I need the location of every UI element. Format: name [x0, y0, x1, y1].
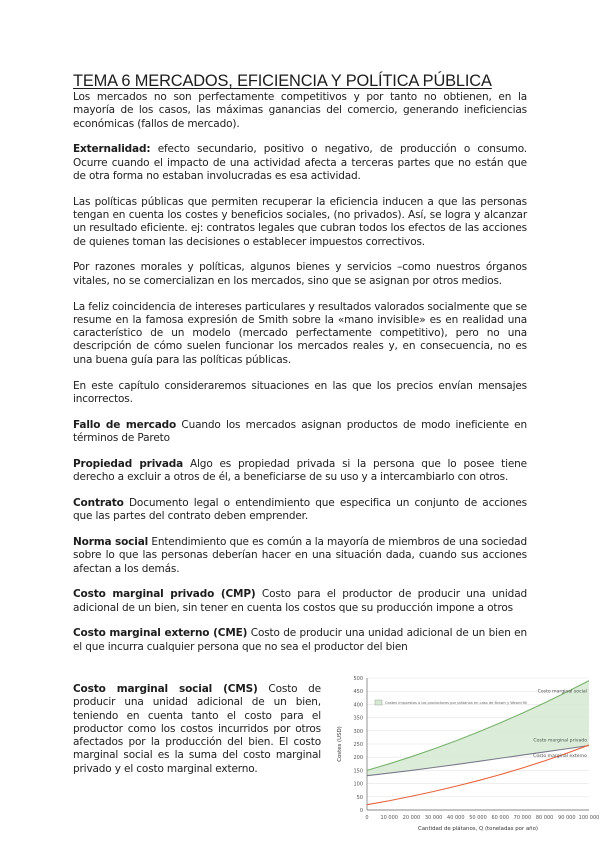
x-tick-label: 80 000	[535, 815, 554, 821]
page-title: TEMA 6 MERCADOS, EFICIENCIA Y POLÍTICA PÚBLICA	[73, 72, 492, 90]
cmp-text: Costo para el productor de producir una unidad adicional de un bien, sin tener en cuenta los costos que su producción impone a otros	[73, 588, 527, 614]
chart-legend	[375, 700, 527, 705]
propiedad-text: Algo es propiedad privada si la persona que lo posee tiene derecho a excluir a otros de él, a beneficiarse de su uso y a intercambiarlo con otros.	[73, 457, 527, 484]
cms-text: Costo de producir una unidad adicional de un bien, teniendo en cuenta tanto el costo para el productor como los costos incurridos por otros afectados por la producción del bien. El costo marginal social es la suma del costo marginal privado y el costo marginal externo.	[73, 683, 321, 775]
x-tick-label: 10 000	[380, 815, 398, 821]
externalidad-text: efecto secundario, positivo o negativo, de producción o consumo. Ocurre cuando el impacto de una actividad afecta a terceras partes que no están que de otra forma no estaban involucradas es esa actividad.	[73, 143, 527, 182]
y-tick-label: 0	[359, 808, 363, 814]
y-tick-label: 300	[353, 728, 363, 735]
norma-term: Norma social	[73, 535, 149, 548]
norma-definition	[73, 536, 527, 576]
x-tick-label: 40 000	[447, 815, 465, 821]
y-tick-label: 250	[353, 742, 363, 748]
x-tick-label: 100 000	[578, 815, 600, 821]
externalidad-term: Externalidad:	[73, 143, 151, 156]
razones-paragraph: Por razones morales y políticas, algunos bienes y servicios –como nuestros órganos vitales, no se comercializan en los mercados, sino que se asignan por otros medios.	[73, 261, 527, 287]
y-axis-title: Costes (USD)	[337, 726, 343, 762]
x-tick-label: 20 000	[402, 815, 421, 821]
cme-term: Costo marginal externo (CME)	[73, 627, 248, 640]
cms-term: Costo marginal social (CMS)	[73, 683, 258, 695]
y-tick-label: 500	[353, 676, 363, 682]
cme-definition	[73, 627, 527, 654]
contrato-text: Documento legal o entendimiento que especifica un conjunto de acciones que las partes del contrato deben emprender.	[73, 496, 527, 523]
legend-swatch	[375, 700, 382, 705]
series-label-social: Costo marginal social	[537, 689, 587, 695]
contrato-definition	[73, 497, 527, 524]
fallo-definition	[73, 419, 527, 446]
y-tick-label: 50	[356, 794, 363, 801]
propiedad-term: Propiedad privada	[73, 457, 184, 470]
x-tick-label: 0	[365, 815, 369, 821]
y-tick-label: 100	[353, 781, 363, 788]
fallo-term: Fallo de mercado	[73, 418, 177, 431]
fallo-text: Cuando los mercados asignan productos de modo ineficiente en términos de Pareto	[73, 418, 527, 444]
x-axis-title: Cantidad de plátanos, Q (toneladas por año)	[417, 826, 539, 832]
x-tick-label: 30 000	[424, 815, 443, 821]
y-tick-label: 200	[353, 755, 363, 762]
intro-paragraph: Los mercados no son perfectamente competitivos y por tanto no obtienen, en la mayoría de los casos, las máximas ganancias del comercio, generando ineficiencias económicas (fallos de mercado).	[73, 91, 527, 130]
coincidencia-paragraph: La feliz coincidencia de intereses particulares y resultados valorados socialmente que se resume en la famosa expresión de Smith sobre la «mano invisible» es en realidad una característico de un modelo (mercado perfectamente competitivo), pero no una descripción de cómo suelen funcionar los mercados reales y, en consecuencia, no es una buena guía para las políticas públicas.	[73, 300, 527, 366]
y-tick-label: 150	[353, 768, 363, 775]
externalidad-paragraph	[73, 143, 527, 183]
document-body	[73, 72, 527, 654]
series-label-privado: Costo marginal privado	[533, 738, 587, 744]
cme-text: Costo de producir una unidad adicional de un bien en el que incurra cualquier persona que no sea el productor del bien	[73, 627, 527, 653]
cmp-definition	[73, 588, 527, 615]
x-tick-label: 70 000	[513, 815, 532, 821]
x-tick-label: 90 000	[558, 815, 576, 821]
capitulo-paragraph: En este capítulo consideraremos situaciones en las que los precios envían mensajes incorrectos.	[73, 379, 527, 405]
y-tick-label: 400	[353, 702, 363, 709]
cmp-term: Costo marginal privado (CMP)	[73, 588, 256, 601]
propiedad-definition	[73, 458, 527, 485]
y-tick-label: 350	[353, 715, 363, 722]
norma-text: Entendimiento que es común a la mayoría de miembros de una sociedad sobre lo que las personas deberían hacer en una situación dada, cuando sus acciones afectan a los demás.	[73, 535, 527, 575]
y-tick-label: 450	[353, 689, 363, 696]
series-label-externo: Costo marginal externo	[533, 754, 587, 760]
politicas-paragraph: Las políticas públicas que permiten recuperar la eficiencia inducen a que las personas tengan en cuenta los costes y beneficios sociales, (no privados). Así, se logra y alcanzar un resultado eficiente. ej: contratos legales que cubran todos los efectos de las acciones de quienes toman las decisiones o establecer impuestos correctivos.	[73, 195, 527, 248]
x-tick-label: 50 000	[469, 815, 487, 821]
x-tick-label: 60 000	[491, 815, 509, 821]
legend-text: Costes impuestos a los productores por plátanos en caso de Brown y Weard fill	[385, 701, 528, 705]
contrato-term: Contrato	[73, 496, 124, 509]
cms-definition	[73, 683, 321, 776]
cost-chart	[329, 670, 600, 838]
